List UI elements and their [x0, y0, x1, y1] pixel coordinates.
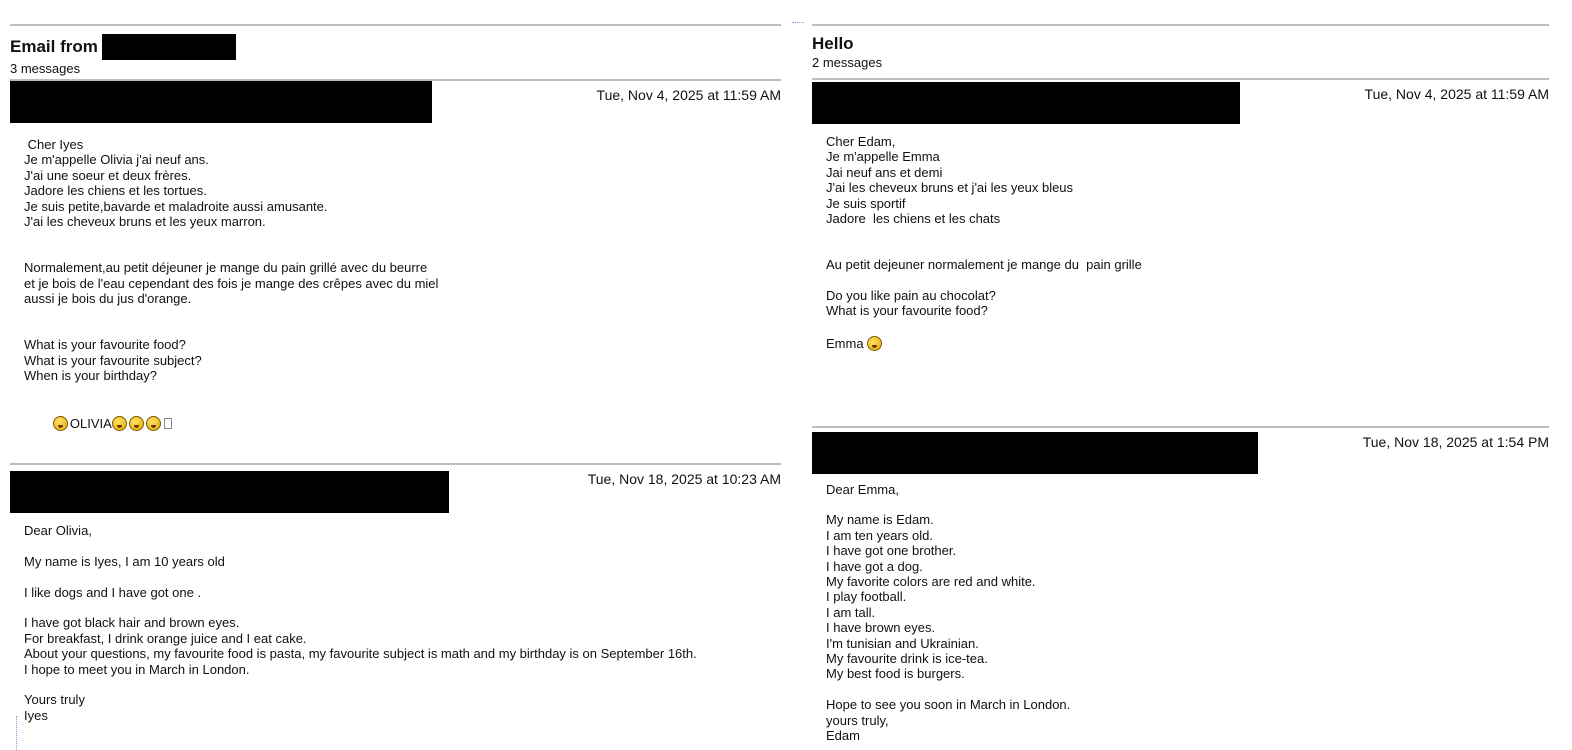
thread-divider: [812, 24, 1549, 26]
message-1: [812, 78, 1549, 352]
message-date: Tue, Nov 18, 2025 at 1:54 PM: [1362, 433, 1549, 450]
thread-divider: [10, 24, 781, 26]
message-body: [10, 523, 781, 723]
subject-text: Hello: [812, 34, 854, 53]
message-line: I have got black hair and brown eyes.: [24, 615, 240, 631]
message-line: I play football.: [826, 589, 907, 605]
message-line: [826, 273, 1549, 288]
message-line: My name is Iyes, I am 10 years old: [24, 553, 225, 569]
message-line: For breakfast, I drink orange juice and I eat cake.: [24, 630, 307, 646]
message-line: My name is Edam.: [826, 512, 934, 528]
signature: Emma: [826, 336, 864, 352]
right-email-thread: [812, 24, 1549, 744]
message-2: [10, 463, 781, 723]
message-line: What is your favourite food?: [826, 303, 988, 319]
message-line: [24, 229, 781, 244]
message-line: Cher Edam,: [826, 134, 896, 149]
message-line: I am ten years old.: [826, 527, 933, 543]
message-line: What is your favourite food?: [24, 337, 186, 353]
message-line: My favorite colors are red and white.: [826, 574, 1036, 590]
message-line: Edam: [826, 728, 860, 744]
redacted-sender: [102, 34, 236, 60]
message-date: Tue, Nov 4, 2025 at 11:59 AM: [1364, 86, 1549, 102]
message-line: My best food is burgers.: [826, 666, 965, 682]
message-line: I have got one brother.: [826, 543, 957, 559]
smiling-face-emoji-icon: [112, 416, 127, 431]
signature: OLIVIA: [69, 416, 112, 432]
message-line: Yours truly: [24, 692, 85, 708]
message-line: [24, 600, 781, 615]
message-line: I like dogs and I have got one .: [24, 584, 202, 600]
selection-guide-left: [16, 716, 17, 750]
message-line: Je m'appelle Emma: [826, 149, 940, 165]
message-line: [24, 569, 781, 584]
message-line: I'm tunisian and Ukrainian.: [826, 635, 979, 651]
message-line: [24, 245, 781, 260]
message-2: [812, 426, 1549, 744]
message-line: [826, 319, 1549, 334]
message-line: Je suis sportif: [826, 195, 906, 211]
message-line: Iyes: [24, 707, 48, 723]
message-line: What is your favourite subject?: [24, 352, 202, 368]
message-1: [10, 79, 781, 447]
message-line: [24, 306, 781, 321]
message-line: J'ai les cheveux bruns et j'ai les yeux bleus: [826, 180, 1074, 196]
message-line: I have brown eyes.: [826, 620, 936, 636]
message-line: et je bois de l'eau cependant des fois je mange des crêpes avec du miel: [24, 275, 439, 291]
selection-guide-top: [792, 22, 804, 23]
smiling-face-emoji-icon: [53, 416, 68, 431]
message-line: [24, 383, 781, 398]
message-date: Tue, Nov 18, 2025 at 10:23 AM: [587, 471, 781, 488]
thread-subject: [10, 34, 781, 60]
message-line: [826, 226, 1549, 241]
message-line: Do you like pain au chocolat?: [826, 288, 996, 304]
message-line: Jai neuf ans et demi: [826, 164, 943, 180]
message-line: About your questions, my favourite food is pasta, my favourite subject is math and my birthday is on September 16th.: [24, 646, 697, 662]
message-count: 3 messages: [10, 61, 81, 76]
message-line: Cher Iyes: [24, 137, 84, 152]
redacted-sender-header: [812, 432, 1258, 474]
subject-text: Email from: [10, 37, 98, 56]
message-line: I have got a dog.: [826, 558, 923, 574]
message-line: [826, 497, 1549, 512]
message-line: J'ai les cheveux bruns et les yeux marron.: [24, 214, 266, 230]
smiling-face-emoji-icon: [867, 336, 882, 351]
message-line: Au petit dejeuner normalement je mange du pain grille: [826, 257, 1142, 273]
redacted-sender-header: [812, 82, 1240, 124]
message-line: I hope to meet you in March in London.: [24, 661, 250, 677]
smiling-face-emoji-icon: [129, 416, 144, 431]
thread-subject: [812, 34, 1549, 54]
message-line: Dear Olivia,: [24, 523, 92, 539]
message-line: J'ai une soeur et deux frères.: [24, 167, 192, 183]
left-email-thread: [10, 24, 781, 723]
message-date: Tue, Nov 4, 2025 at 11:59 AM: [596, 87, 781, 103]
message-line: [826, 682, 1549, 697]
message-line: My favourite drink is ice-tea.: [826, 651, 988, 667]
message-divider: [10, 463, 781, 465]
message-body: [812, 134, 1549, 334]
message-signature-line: [10, 401, 781, 447]
message-body: [812, 482, 1549, 744]
message-line: [826, 242, 1549, 257]
message-line: Je suis petite,bavarde et maladroite aussi amusante.: [24, 198, 328, 214]
message-line: Hope to see you soon in March in London.: [826, 697, 1071, 713]
message-line: Jadore les chiens et les chats: [826, 211, 1001, 227]
message-line: [24, 322, 781, 337]
smiling-face-emoji-icon: [146, 416, 161, 431]
message-line: [24, 677, 781, 692]
message-line: Jadore les chiens et les tortues.: [24, 183, 207, 199]
message-line: yours truly,: [826, 712, 889, 728]
message-line: I am tall.: [826, 604, 876, 620]
redacted-sender-header: [10, 81, 432, 123]
message-line: When is your birthday?: [24, 368, 157, 384]
message-line: aussi je bois du jus d'orange.: [24, 291, 192, 307]
message-signature-line: [812, 336, 1549, 351]
message-divider: [812, 426, 1549, 428]
message-body: [10, 137, 781, 399]
message-line: Normalement,au petit déjeuner je mange du pain grillé avec du beurre: [24, 260, 428, 276]
message-line: Dear Emma,: [826, 481, 899, 497]
message-count: 2 messages: [812, 55, 883, 70]
message-divider: [812, 78, 1549, 80]
missing-glyph-icon: [164, 418, 172, 429]
message-line: [24, 538, 781, 553]
message-line: Je m'appelle Olivia j'ai neuf ans.: [24, 152, 209, 168]
redacted-sender-header: [10, 471, 449, 513]
